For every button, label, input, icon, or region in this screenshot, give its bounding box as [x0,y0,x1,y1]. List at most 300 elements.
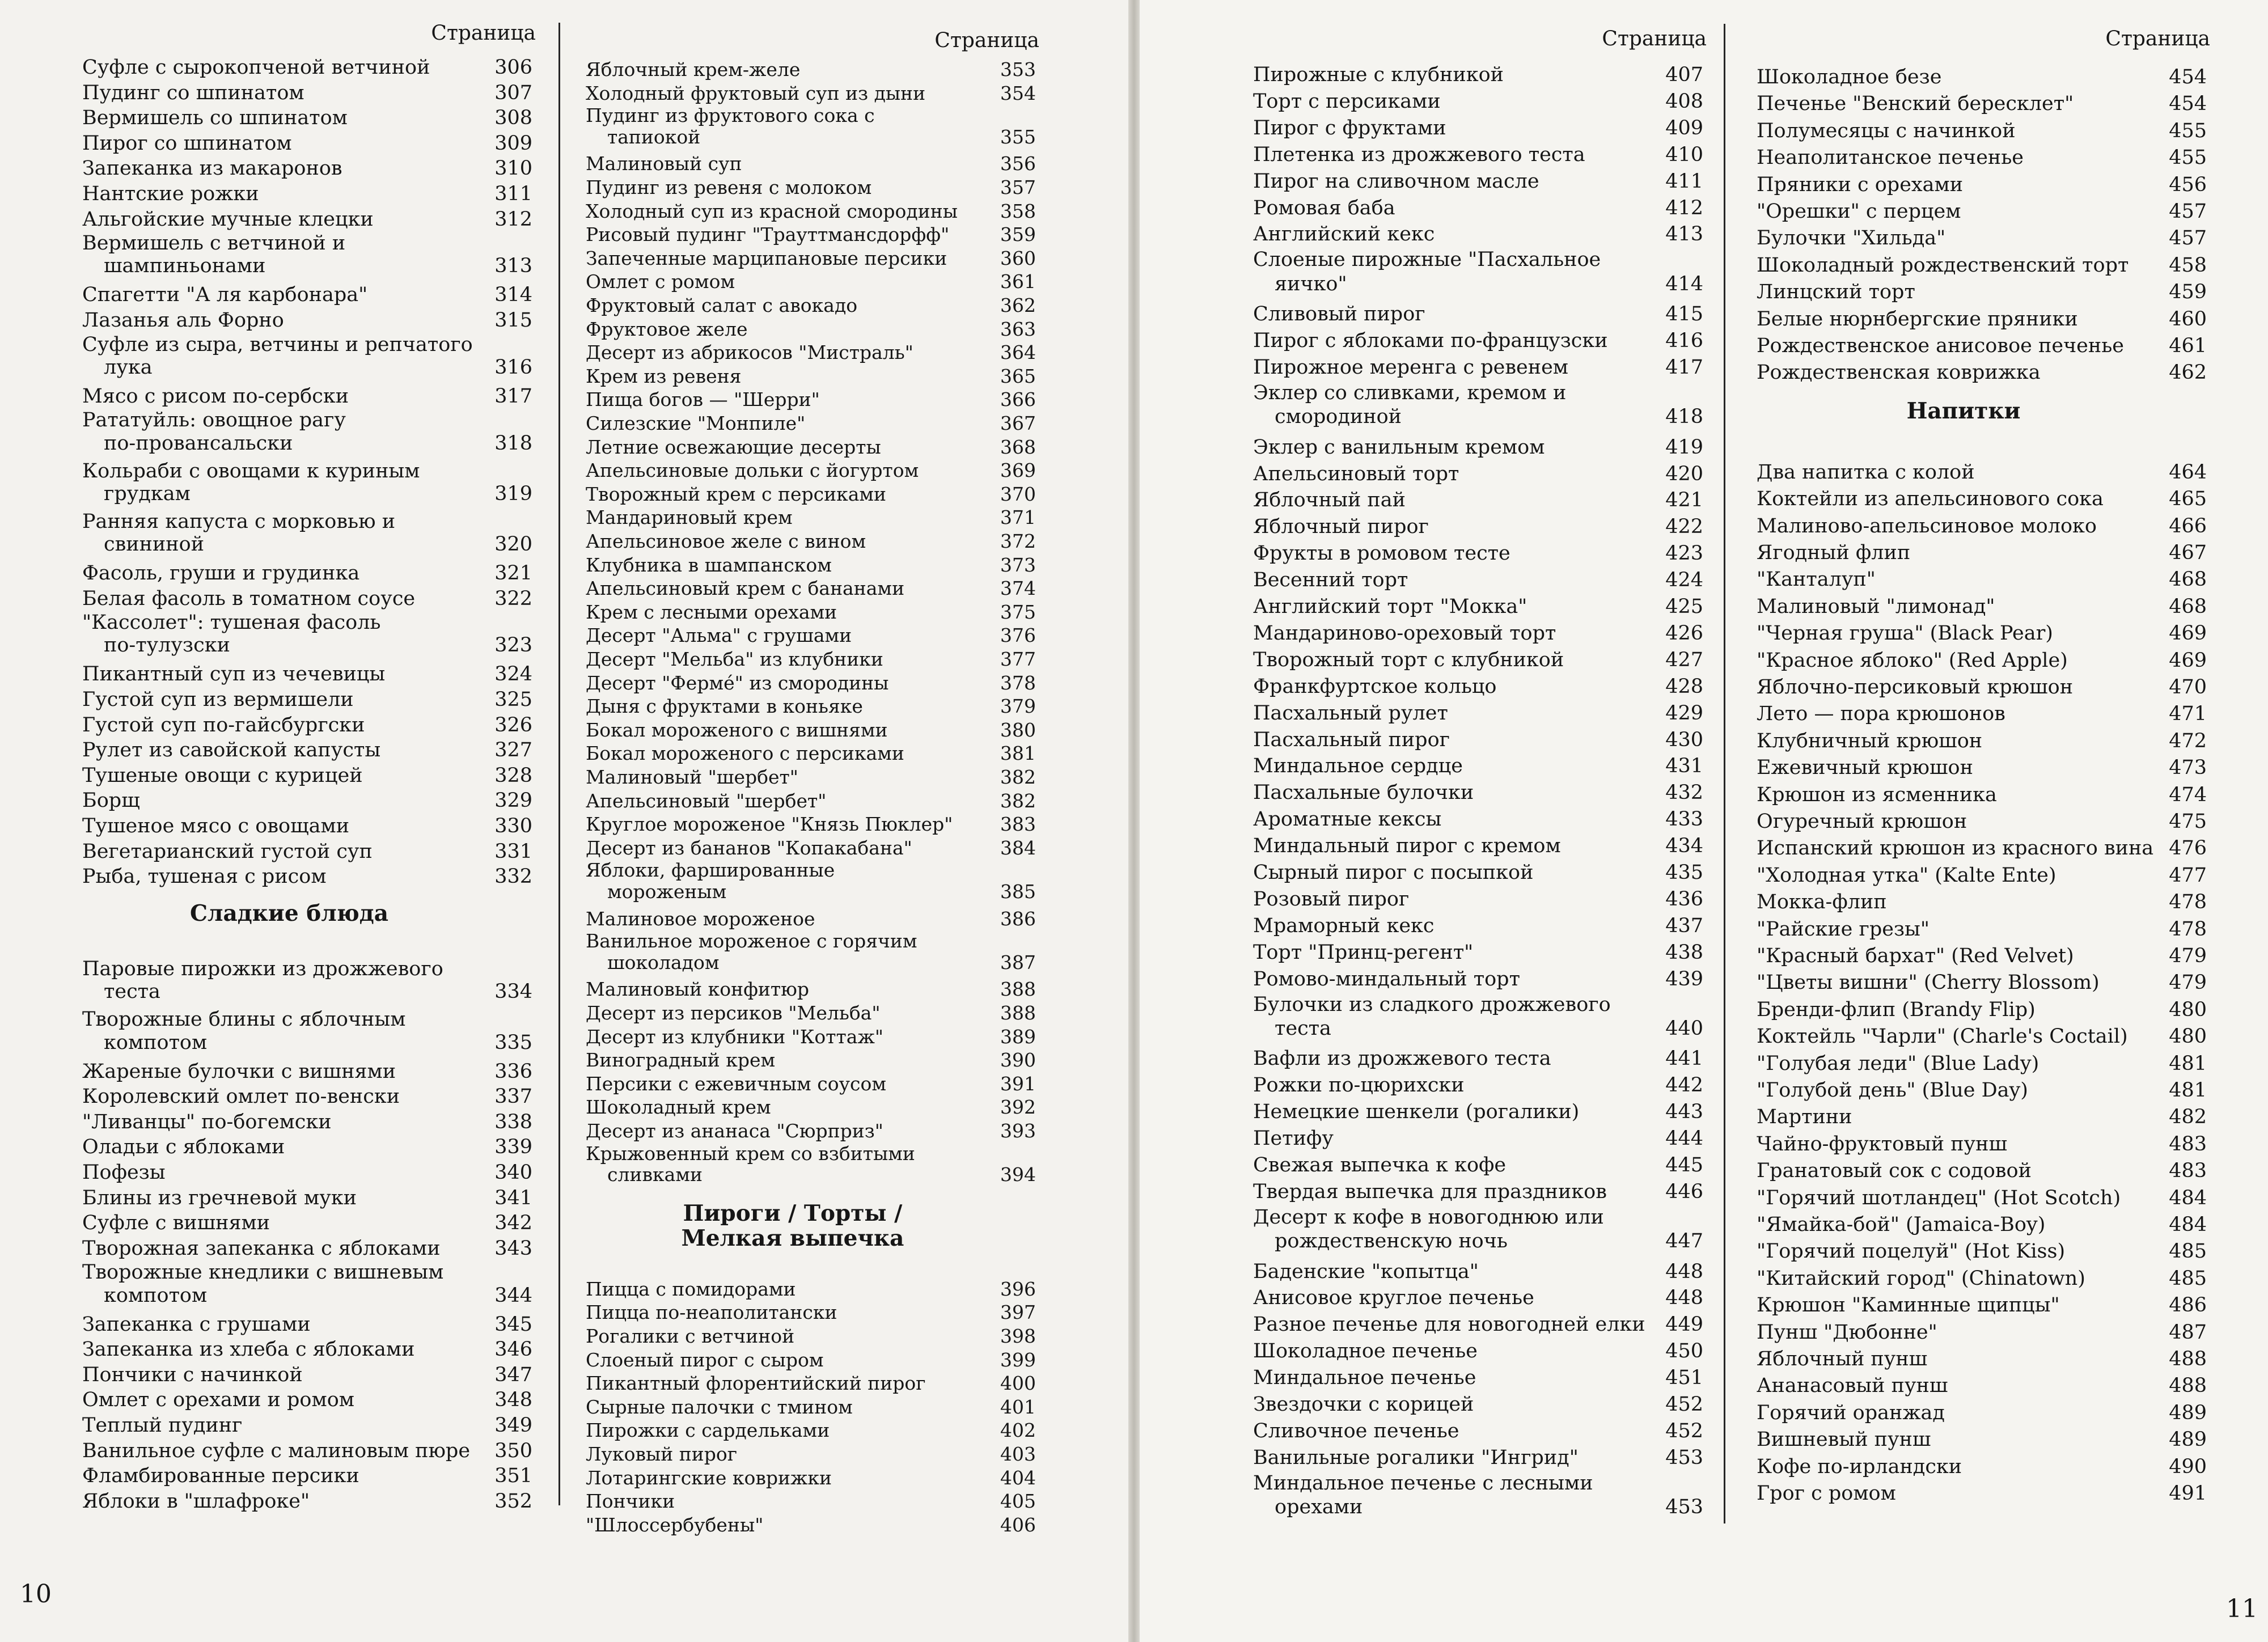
entry-title [586,483,949,506]
entry-page-number: 342 [494,1212,532,1235]
entry-title-line: Пряники с орехами [1757,173,1964,196]
entry-title [586,718,949,742]
entry-title-line: Десерт из клубники "Коттаж" [586,1025,884,1048]
entry-title-line: Королевский омлет по-венски [82,1085,400,1108]
entry-title [1253,301,1616,328]
entry-title [586,1143,949,1186]
entry-page-number: 449 [1665,1313,1703,1336]
entry-title-line: Виноградный крем [586,1049,776,1072]
entry-page-number: 310 [494,157,532,180]
entry-page-number: 308 [494,107,532,130]
entry-title [586,1419,949,1442]
entry-title-line: Чайно-фруктовый пунш [1757,1132,2007,1156]
entry-title [1253,860,1616,886]
entry-title [586,459,949,483]
entry-page-number: 364 [1000,341,1036,364]
entry-title [1757,782,2119,809]
entry-page-number: 401 [1000,1395,1036,1418]
entry-title [82,409,445,454]
entry-page-number: 453 [1665,1495,1703,1518]
entry-title [1253,248,1616,295]
entry-page-number: 359 [1000,223,1036,246]
entry-page-number: 394 [1000,1163,1036,1186]
entry-page-number: 406 [1000,1513,1036,1536]
entry-title [586,506,949,530]
entry-title-line: "Шлоссербубены" [586,1513,764,1536]
entry-title-line: Малиновое мороженое [586,907,815,930]
entry-page-number: 407 [1665,64,1703,86]
entry-page-number: 391 [1000,1072,1036,1095]
entry-title-line: Пища богов — "Шерри" [586,388,820,411]
entry-title [1253,966,1616,993]
entry-title-line: Пончики [586,1490,675,1513]
entry-title-line: Линцский торт [1757,281,1915,304]
entry-title-line: Пирожки с сардельками [586,1419,830,1442]
entry-page-number: 408 [1665,90,1703,113]
entry-title-line: Фасоль, груши и грудинка [82,562,360,585]
entry-title-line: Ромово-миндальный торт [1253,967,1520,991]
entry-title-line: Эклер со сливками, кремом и [1253,381,1567,404]
entry-page-number: 383 [1000,813,1036,836]
entry-page-number: 427 [1665,648,1703,671]
entry-title-line: Крем с лесными орехами [586,600,837,623]
entry-title [586,742,949,765]
entry-title-line: Клубника в шампанском [586,553,832,576]
entry-title-line: Творожная запеканка с яблоками [82,1237,441,1260]
entry-title [1757,1427,2119,1453]
entry-page-number: 367 [1000,412,1036,434]
entry-title [1253,727,1616,754]
entry-title [586,1048,949,1072]
entry-title [1757,540,2119,566]
entry-title-line: Звездочки с корицей [1253,1393,1474,1416]
entry-page-number: 341 [494,1186,532,1209]
entry-title [82,864,445,890]
entry-title-line: Сырные палочки с тмином [586,1395,853,1418]
entry-title [586,907,949,931]
entry-page-number: 488 [2169,1347,2207,1370]
entry-page-number: 375 [1000,600,1036,623]
entry-title [1253,1152,1616,1179]
entry-title [1757,1023,2128,1050]
index-column-2 [586,0,1039,1642]
entry-title-line: Вишневый пунш [1757,1428,1931,1451]
entry-title-line: Крем из ревеня [586,365,742,387]
entry-title [82,1008,445,1053]
entry-page-number: 467 [2169,541,2207,564]
entry-page-number: 390 [1000,1049,1036,1072]
entry-page-number: 356 [1000,153,1036,175]
entry-title [1253,1365,1616,1391]
entry-page-number: 471 [2169,702,2207,726]
entry-page-number: 307 [494,81,532,104]
entry-page-number: 469 [2169,622,2207,645]
entry-title-line: Малиновый суп [586,153,742,175]
entry-page-number: 481 [2169,1078,2207,1102]
entry-page-number: 412 [1665,196,1703,219]
entry-page-number: 450 [1665,1340,1703,1363]
entry-title-line: Фрукты в ромовом тесте [1253,542,1510,565]
entry-title-line: Запеканка из макаронов [82,157,342,180]
entry-title-line: Десерт из абрикосов "Мистраль" [586,341,913,364]
entry-page-number: 483 [2169,1132,2207,1156]
entry-title [1757,172,2119,198]
entry-page-number: 322 [494,587,532,610]
entry-title-line: Рогалики с ветчиной [586,1324,795,1347]
entry-title-line: Кольраби с овощами к куриным [82,459,420,483]
entry-page-number: 435 [1665,861,1703,884]
entry-title [1757,1266,2119,1292]
entry-title-line: Пудинг из ревеня с молоком [586,176,872,198]
page-number-left: 10 [20,1580,52,1609]
entry-title [82,181,445,207]
entry-page-number: 421 [1665,489,1703,512]
entry-title [82,1362,445,1388]
entry-title [1757,306,2119,333]
entry-page-number: 445 [1665,1153,1703,1177]
entry-title [586,1277,949,1301]
entry-title-line: Холодный суп из красной смородины [586,200,958,222]
entry-title [1757,1212,2119,1238]
entry-title-line: Пудинг со шпинатом [82,81,304,104]
entry-page-number: 456 [2169,173,2207,196]
entry-title-line: Летние освежающие десерты [586,435,881,458]
entry-title-line: Пирожные с клубникой [1253,64,1504,86]
entry-title-line: Омлет с ромом [586,270,735,293]
entry-title-line: Суфле с сырокопченой ветчиной [82,56,430,79]
entry-page-number: 459 [2169,281,2207,304]
entry-title-line: Свежая выпечка к кофе [1253,1153,1507,1177]
entry-title-line: Холодный фруктовый суп из дыни [586,82,926,104]
entry-title-line: Мандариновый крем [586,506,793,529]
entry-page-number: 430 [1665,728,1703,751]
entry-title [82,1489,445,1514]
entry-title [82,131,445,156]
entry-title [1757,1077,2119,1104]
entry-title-line: Миндальное печенье [1253,1366,1476,1390]
entry-title [82,1084,445,1110]
entry-page-number: 482 [2169,1106,2207,1129]
entry-title-line: Лазанья аль Форно [82,309,284,332]
entry-title-line: Яблочно-персиковый крюшон [1757,675,2074,699]
entry-title [82,1211,445,1236]
entry-page-number: 371 [1000,506,1036,529]
entry-page-number: 432 [1665,781,1703,805]
entry-title [1253,620,1616,647]
entry-page-number: 388 [1000,1002,1036,1024]
entry-title [586,247,949,270]
entry-title [82,1261,445,1306]
entry-title [586,1442,949,1466]
index-column-3 [1253,0,1707,1642]
section-heading-line: Сладкие блюда [189,900,389,926]
entry-title-line: теста [104,980,160,1004]
entry-page-number: 377 [1000,648,1036,670]
entry-page-number: 376 [1000,624,1036,647]
entry-page-number: 389 [1000,1025,1036,1048]
entry-title [1253,1179,1616,1205]
entry-title-line: Малиновый конфитюр [586,978,810,1001]
entry-title [82,839,445,865]
entry-page-number: 343 [494,1237,532,1260]
entry-title [82,561,445,586]
entry-page-number: 422 [1665,515,1703,539]
entry-title [586,1395,949,1419]
entry-title [1253,647,1616,674]
entry-title [1757,728,2119,755]
entry-title [586,789,949,813]
entry-title [586,624,949,648]
entry-title-line: Десерт из персиков "Мельба" [586,1002,881,1024]
entry-title-line: Крыжовенный крем со взбитыми [586,1142,915,1165]
entry-page-number: 324 [494,663,532,686]
entry-title [1253,514,1616,540]
page-column-header: Страница [1602,27,1707,50]
entry-title [1253,1391,1616,1418]
entry-title-line: Сырный пирог с посыпкой [1253,861,1534,884]
entry-title [82,282,445,308]
entry-title [586,530,949,553]
entry-title-line: Разное печенье для новогодней елки [1253,1313,1645,1336]
entry-title [1253,1205,1616,1253]
entry-title [586,695,949,718]
entry-title [82,713,445,738]
entry-title-line: Мандариново-ореховый торт [1253,621,1556,645]
entry-title-line: Оладьи с яблоками [82,1136,285,1159]
entry-title [586,1466,949,1490]
entry-page-number: 362 [1000,294,1036,316]
entry-title [1253,328,1616,354]
entry-title [82,333,473,379]
entry-page-number: 433 [1665,808,1703,831]
entry-page-number: 306 [494,56,532,79]
entry-title-line: Рожки по-цюрихски [1253,1074,1465,1097]
entry-title-line: Ежевичный крюшон [1757,756,1973,780]
entry-title-line: Рисовый пудинг "Трауттмансдорфф" [586,223,950,246]
book-gutter [1128,0,1140,1642]
entry-title [1757,594,2119,620]
entry-title-line: Десерт "Мельба" из клубники [586,648,883,670]
entry-title [1253,700,1616,727]
entry-title-line: Ванильное мороженое с горячим [586,930,917,953]
entry-page-number: 318 [494,431,532,455]
entry-title [82,232,445,277]
entry-page-number: 385 [1000,880,1036,903]
entry-page-number: 489 [2169,1428,2207,1451]
entry-title-line: Белые нюрнбергские пряники [1757,307,2078,331]
entry-page-number: 370 [1000,483,1036,505]
entry-title-line: Блины из гречневой муки [82,1186,357,1209]
entry-title [82,1337,445,1362]
entry-page-number: 346 [494,1338,532,1361]
entry-page-number: 335 [494,1031,532,1054]
entry-title-line: орехами [1275,1495,1363,1518]
entry-title-line: Торт "Принц-регент" [1253,941,1474,964]
entry-title [1757,970,2119,996]
entry-page-number: 478 [2169,917,2207,941]
entry-title-line: Пирог на сливочном масле [1253,170,1539,193]
entry-title [82,1186,445,1211]
entry-page-number: 455 [2169,146,2207,170]
entry-title [1253,540,1616,567]
entry-title-line: Рождественское анисовое печенье [1757,335,2124,357]
entry-page-number: 477 [2169,864,2207,887]
entry-title [1757,1185,2119,1212]
entry-title-line: Малиново-апельсиновое молоко [1757,514,2097,538]
entry-page-number: 400 [1000,1372,1036,1395]
entry-title-line: Слоеный пирог с сыром [586,1348,824,1371]
entry-title [586,765,949,789]
entry-title [1757,118,2119,145]
entry-title [586,223,949,247]
entry-title-line: Вермишель со шпинатом [82,107,348,130]
entry-title-line: "Холодная утка" (Kalte Ente) [1757,864,2057,887]
entry-title-line: Рататуйль: овощное рагу [82,409,346,432]
entry-page-number: 491 [2169,1482,2207,1505]
entry-title-line: Сливочное печенье [1253,1419,1459,1442]
entry-title [1253,434,1616,461]
entry-page-number: 329 [494,789,532,812]
entry-page-number: 466 [2169,514,2207,538]
entry-title-line: Печенье "Венский бересклет" [1757,92,2074,116]
entry-page-number: 388 [1000,978,1036,1001]
entry-page-number: 485 [2169,1267,2207,1290]
entry-title [586,1372,949,1395]
entry-title [82,687,445,713]
entry-title [1253,1046,1616,1072]
entry-page-number: 382 [1000,766,1036,788]
entry-page-number: 313 [494,255,532,278]
entry-title-line: Гранатовый сок с содовой [1757,1159,2032,1183]
entry-title-line: "Голубой день" (Blue Day) [1757,1078,2028,1102]
entry-title-line: Яблочный крем-желе [586,58,801,81]
entry-page-number: 396 [1000,1277,1036,1300]
entry-title [1253,461,1616,488]
entry-page-number: 417 [1665,356,1703,379]
entry-page-number: 361 [1000,270,1036,293]
entry-page-number: 351 [494,1465,532,1488]
entry-title-line: Паровые пирожки из дрожжевого [82,958,443,981]
entry-page-number: 353 [1000,58,1036,81]
entry-title-line: Фруктовое желе [586,318,748,340]
entry-title-line: Пасхальный пирог [1253,728,1450,751]
entry-title [1757,620,2119,647]
entry-page-number: 479 [2169,944,2207,967]
entry-title [1253,1125,1616,1152]
entry-title-line: свининой [104,532,205,556]
entry-title [82,510,445,556]
entry-page-number: 374 [1000,577,1036,600]
entry-title [586,200,958,223]
entry-title-line: лука [104,356,153,379]
entry-title [1757,1373,2119,1399]
entry-title-line: Коктейль "Чарли" (Charle's Coctail) [1757,1025,2128,1048]
entry-page-number: 441 [1665,1047,1703,1070]
right-page [1140,0,2268,1642]
entry-title-line: Вафли из дрожжевого теста [1253,1047,1551,1070]
entry-title-line: Мокка-флип [1757,891,1887,914]
entry-title-line: Творожный торт с клубникой [1253,648,1564,671]
entry-page-number: 429 [1665,701,1703,725]
entry-page-number: 411 [1665,170,1703,193]
entry-title-line: рождественскую ночь [1275,1229,1508,1252]
entry-title [1757,916,2119,943]
entry-title [1253,780,1616,806]
entry-title [82,1236,445,1262]
entry-title [1253,567,1616,594]
entry-title-line: Ванильные рогалики "Ингрид" [1253,1446,1579,1469]
entry-title-line: шампиньонами [104,255,266,278]
entry-title-line: Яблочный пирог [1253,515,1429,539]
entry-title [1757,1051,2119,1077]
entry-page-number: 448 [1665,1286,1703,1310]
entry-page-number: 473 [2169,756,2207,780]
entry-title [1253,142,1616,168]
entry-page-number: 486 [2169,1294,2207,1317]
entry-title-line: Коктейли из апельсинового сока [1757,488,2104,511]
entry-page-number: 344 [494,1284,532,1307]
section-heading [82,901,496,926]
entry-title [1757,1292,2119,1319]
entry-page-number: 476 [2169,837,2207,860]
entry-title-line: Малиновый "лимонад" [1757,595,1995,618]
entry-title [82,1463,445,1489]
entry-page-number: 442 [1665,1074,1703,1097]
entry-title-line: теста [1275,1017,1331,1040]
entry-page-number: 403 [1000,1442,1036,1465]
entry-title-line: яичко" [1275,272,1347,295]
entry-page-number: 386 [1000,907,1036,930]
entry-title-line: "Ливанцы" по-богемски [82,1110,332,1133]
entry-title [1757,701,2119,727]
entry-title [1253,1259,1616,1285]
entry-page-number: 438 [1665,941,1703,964]
entry-page-number: 338 [494,1110,532,1133]
index-column-4 [1757,0,2210,1642]
entry-title-line: Луковый пирог [586,1442,738,1465]
entry-title [1757,648,2119,674]
entry-title-line: Запеканка с грушами [82,1313,311,1336]
entry-page-number: 415 [1665,303,1703,326]
entry-page-number: 454 [2169,92,2207,116]
entry-page-number: 363 [1000,318,1036,340]
entry-page-number: 464 [2169,460,2207,484]
entry-title-line: Спагетти "А ля карбонара" [82,283,368,307]
entry-page-number: 425 [1665,595,1703,618]
entry-title-line: Запеканка из хлеба с яблоками [82,1338,415,1361]
entry-page-number: 457 [2169,200,2207,223]
entry-title [586,860,949,902]
entry-title-line: Плетенка из дрожжевого теста [1253,143,1585,166]
entry-title-line: Творожные кнедлики с вишневым [82,1261,444,1284]
entry-title [1253,993,1616,1040]
entry-title [82,105,445,131]
entry-title [82,460,445,505]
entry-page-number: 462 [2169,361,2207,384]
entry-title-line: Вегетарианский густой суп [82,840,373,863]
entry-title-line: Нантские рожки [82,183,259,205]
entry-title [1253,940,1616,966]
entry-title [1253,487,1616,514]
entry-title [1757,862,2119,889]
entry-title-line: Пирожное меренга с ревенем [1253,356,1569,379]
index-column-1 [82,0,536,1642]
entry-title [82,586,445,612]
entry-title [1757,1346,2119,1373]
entry-title [82,156,445,181]
entry-page-number: 373 [1000,553,1036,576]
entry-page-number: 330 [494,815,532,837]
